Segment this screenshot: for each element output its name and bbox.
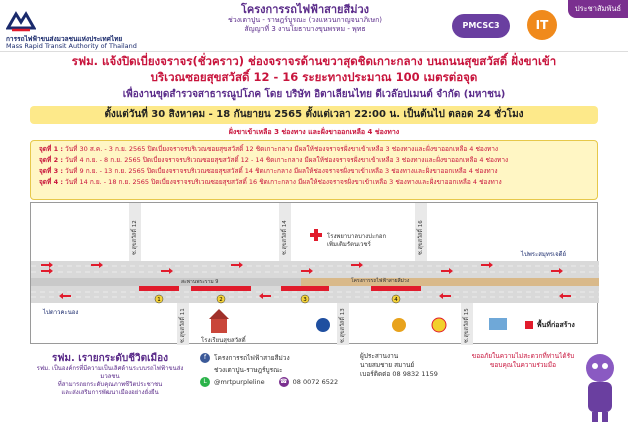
mascot-icon xyxy=(580,346,620,426)
apology-block xyxy=(468,352,578,370)
contact-phone: เบอร์ติดต่อ 08 9832 1159 xyxy=(360,370,438,378)
soi-14-label: ซ.สุขสวัสดิ์ 14 xyxy=(282,220,288,255)
facebook-icon: f xyxy=(200,353,210,363)
it-logo: IT xyxy=(527,10,557,40)
phase-item xyxy=(39,177,589,188)
slogan-head: รฟม. เรายกระดับชีวิตเมือง xyxy=(51,353,169,364)
median-label: โครงการรถไฟฟ้าสายสีม่วง xyxy=(351,278,410,284)
legend-swatch xyxy=(525,321,533,329)
legend-text: พื้นที่ก่อสร้าง xyxy=(537,321,575,329)
line-icon: L xyxy=(200,377,210,387)
facebook-row-2 xyxy=(200,364,350,376)
phone-label: 08 0072 6522 xyxy=(292,378,339,386)
phase-item xyxy=(39,166,589,177)
main-title-line2: บริเวณซอยสุขสวัสดิ์ 12 - 16 ระยะทางประมาณ 100 เมตรต่อจุด xyxy=(150,70,478,84)
project-line2: ช่วงเตาปูน - ราษฎร์บูรณะ (วงแหวนกาญจนาภิเษก) xyxy=(227,16,383,24)
facebook-row[interactable] xyxy=(200,352,350,364)
point-3-label: 3 xyxy=(303,297,307,303)
construction-zone-4 xyxy=(371,286,421,291)
phase-label: จุดที่ 1 : xyxy=(39,145,63,153)
contact-name: นายสมชาย สมานย์ xyxy=(360,361,415,369)
slogan-body-3: และส่งเสริมการพัฒนาเมืองอย่างยั่งยืน xyxy=(61,389,159,396)
project-line3: สัญญาที่ 3 งานโยธาบางขุนพรหม - พุทธ xyxy=(244,25,366,33)
mrta-name-en: Mass Rapid Transit Authority of Thailand xyxy=(6,42,137,50)
project-title: โครงการรถไฟฟ้าสายสีม่วง xyxy=(241,3,369,16)
temple-icon xyxy=(209,309,229,333)
pmcsc3-logo: PMCSC3 xyxy=(452,14,510,38)
construction-zone-2 xyxy=(191,286,251,291)
mrta-logo-icon xyxy=(6,6,36,36)
facebook-label-2: ช่วงเตาปูน-ราษฎร์บูรณะ xyxy=(214,366,283,374)
phase-item xyxy=(39,155,589,166)
point-4-label: 4 xyxy=(394,297,398,303)
lanes-note: ฝั่งขาเข้าเหลือ 3 ช่องทาง และฝั่งขาออกเหลือ 4 ช่องทาง xyxy=(228,128,400,136)
line-row[interactable] xyxy=(200,376,350,388)
to-dao-khanong-label: ไปดาวคะนอง xyxy=(43,309,79,316)
apology-1: ขออภัยในความไม่สะดวกที่ท่านได้รับ xyxy=(471,352,575,360)
traffic-map xyxy=(30,202,598,344)
date-band: ตั้งแต่วันที่ 30 สิงหาคม - 18 กันยายน 2565 ตั้งแต่เวลา 22:00 น. เป็นต้นไป ตลอด 24 ชั่วโมง xyxy=(30,106,598,124)
soi-15-label: ซ.สุขสวัสดิ์ 15 xyxy=(464,308,470,343)
line-label: @mrtpurpleline xyxy=(214,378,265,386)
slogan-body-2: ที่สามารถยกระดับคุณภาพชีวิตประชาชน xyxy=(57,381,163,388)
phase-text: วันที่ 4 ก.ย. - 8 ก.ย. 2565 ปิดเบี่ยงจราจรบริเวณซอยสุขสวัสดิ์ 12 - 14 ชิดเกาะกลาง มีผลให้ช่องจราจรฝั่งขาเข้าเหลือ 3 ช่องทางและฝั่งขาออกเหลือ 4 ช่องทาง xyxy=(65,156,509,164)
school-label: โรงเรียนสุขสวัสดิ์ xyxy=(201,337,246,344)
to-phra-samut-label: ไปพระสมุทรเจดีย์ xyxy=(521,251,566,258)
header xyxy=(0,0,628,52)
soi-16-label: ซ.สุขสวัสดิ์ 16 xyxy=(418,220,424,255)
soi-13-label: ซ.สุขสวัสดิ์ 13 xyxy=(340,308,346,343)
hospital-cross-icon xyxy=(310,229,322,241)
phase-text: วันที่ 9 ก.ย. - 13 ก.ย. 2565 ปิดเบี่ยงจราจรบริเวณซอยสุขสวัสดิ์ 14 ชิดเกาะกลาง มีผลให้ช่องจราจรฝั่งขาเข้าเหลือ 3 ช่องทางและฝั่งขาออกเหลือ 4 ช่องทาง xyxy=(65,167,498,175)
hospital-label-2: เพิ่มเติมรัตนเวชร์ xyxy=(327,241,371,248)
phase-item xyxy=(39,144,589,155)
gas-station-icon xyxy=(392,318,406,332)
shell-icon xyxy=(432,318,446,332)
main-title-line1: รฟม. แจ้งปิดเบี่ยงจราจร(ชั่วคราว) ช่องจราจรด้านขวาสุดชิดเกาะกลาง บนถนนสุขสวัสดิ์ ฝั่งขาเข้า xyxy=(71,54,557,68)
phase-label: จุดที่ 2 : xyxy=(39,156,63,164)
slogan-block xyxy=(30,352,190,397)
median-strip xyxy=(301,278,599,286)
phase-label: จุดที่ 4 : xyxy=(39,178,63,186)
contact-label: ผู้ประสานงาน xyxy=(360,352,399,360)
slogan-body-1: รฟม. เป็นองค์กรที่มีความเป็นเลิศด้านระบบรถไฟฟ้าขนส่งมวลชน xyxy=(36,365,184,380)
building-icon xyxy=(489,318,507,330)
phase-list xyxy=(30,140,598,200)
construction-zone-1 xyxy=(139,286,179,291)
construction-zone-3 xyxy=(281,286,329,291)
soi-11-label: ซ.สุขสวัสดิ์ 11 xyxy=(180,308,186,343)
soi-12-label: ซ.สุขสวัสดิ์ 12 xyxy=(132,220,138,255)
bank-icon xyxy=(316,318,330,332)
mrta-name xyxy=(6,36,137,50)
facebook-label: โครงการรถไฟฟ้าสายสีม่วง xyxy=(214,354,290,362)
apology-2: ขอบคุณในความร่วมมือ xyxy=(489,361,556,369)
phase-text: วันที่ 14 ก.ย. - 18 ก.ย. 2565 ปิดเบี่ยงจราจรบริเวณซอยสุขสวัสดิ์ 16 ชิดเกาะกลาง มีผลให้ช่องจราจรฝั่งขาเข้าเหลือ 3 ช่องทางและฝั่งขาออกเหลือ 4 ช่องทาง xyxy=(65,178,502,186)
pr-tag: ประชาสัมพันธ์ xyxy=(568,0,628,18)
median-strip-left xyxy=(31,278,301,286)
phase-text: วันที่ 30 ส.ค. - 3 ก.ย. 2565 ปิดเบี่ยงจราจรบริเวณซอยสุขสวัสดิ์ 12 ชิดเกาะกลาง มีผลให้ช่องจราจรฝั่งขาเข้าเหลือ 3 ช่องทางและฝั่งขาออกเหลือ 4 ช่องทาง xyxy=(65,145,499,153)
hospital-label: โรงพยาบาลบางปะกอก xyxy=(327,233,387,240)
contact-block xyxy=(360,352,460,379)
phone-icon: ☎ xyxy=(279,378,288,385)
point-2-label: 2 xyxy=(219,297,223,303)
phase-label: จุดที่ 3 : xyxy=(39,167,63,175)
mrta-name-th: การรถไฟฟ้าขนส่งมวลชนแห่งประเทศไทย xyxy=(6,35,123,43)
map-drawing xyxy=(31,203,599,345)
project-block xyxy=(190,3,420,34)
point-1-label: 1 xyxy=(157,297,161,303)
main-title-line3: เพื่องานขุดสำรวจสาธารณูปโภค โดย บริษัท อิตาเลียนไทย ดีเวล๊อปเมนต์ จำกัด (มหาชน) xyxy=(122,89,506,100)
social-block xyxy=(200,352,350,388)
bridge-label: สะพานพระราม 9 xyxy=(181,279,219,285)
footer xyxy=(0,346,628,441)
